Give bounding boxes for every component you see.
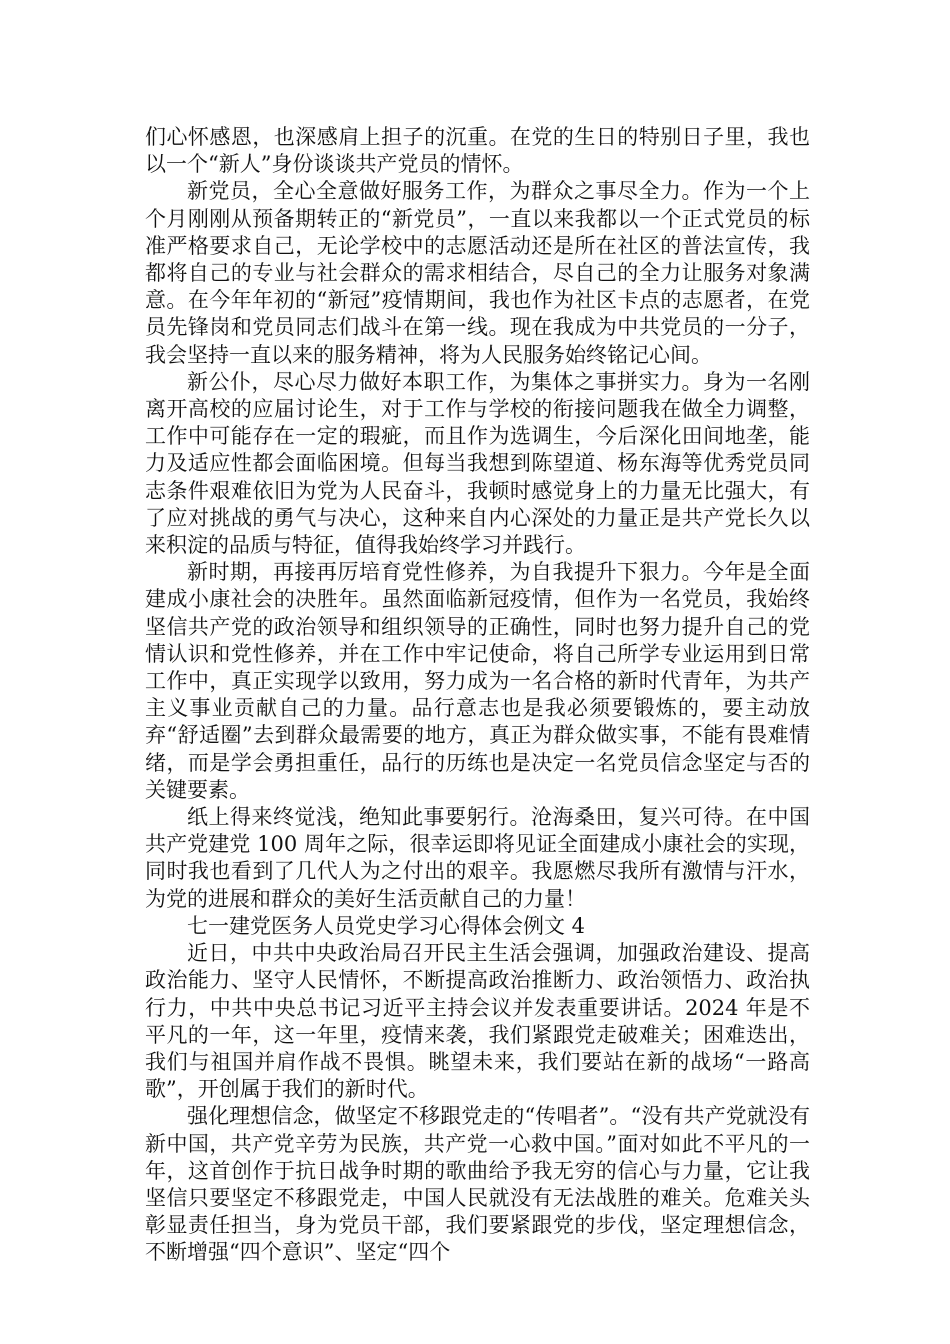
paragraph-intro: 们心怀感恩，也深感肩上担子的沉重。在党的生日的特别日子里，我也以一个“新人”身份谈谈共产党员的情怀。 bbox=[145, 125, 810, 177]
paragraph-new-public-servant: 新公仆，尽心尽力做好本职工作，为集体之事拼实力。身为一名刚离开高校的应届讨论生，对于工作与学校的衔接问题我在做全力调整，工作中可能存在一定的瑕疵，而且作为选调生，今后深化田间地垄，能力及适应性都会面临困境。但每当我想到陈望道、杨东海等优秀党员同志条件艰难依旧为党为人民奋斗，我顿时感觉身上的力量无比强大，有了应对挑战的勇气与决心，这种来自内心深处的力量正是共产党长久以来积淀的品质与特征，值得我始终学习并践行。 bbox=[145, 369, 810, 558]
paragraph-ideals: 强化理想信念，做坚定不移跟党走的“传唱者”。“没有共产党就没有新中国，共产党辛劳为民族，共产党一心救中国。”面对如此不平凡的一年，这首创作于抗日战争时期的歌曲给予我无穷的信心与力量，它让我坚信只要坚定不移跟党走，中国人民就没有无法战胜的难关。危难关头彰显责任担当，身为党员干部，我们要紧跟党的步伐，坚定理想信念，不断增强“四个意识”、坚定“四个 bbox=[145, 1104, 810, 1265]
paragraph-conclusion: 纸上得来终觉浅，绝知此事要躬行。沧海桑田，复兴可待。在中国共产党建党 100 周年之际，很幸运即将见证全面建成小康社会的实现，同时我也看到了几代人为之付出的艰辛。我愿燃尽我所有激情与汗水，为党的进展和群众的美好生活贡献自己的力量！ bbox=[145, 805, 810, 911]
paragraph-recently: 近日，中共中央政治局召开民主生活会强调，加强政治建设、提高政治能力、坚守人民情怀，不断提高政治推断力、政治领悟力、政治执行力，中共中央总书记习近平主持会议并发表重要讲话。2024 年是不平凡的一年，这一年里，疫情来袭，我们紧跟党走破难关；困难迭出，我们与祖国并肩作战不畏惧。眺望未来，我们要站在新的战场“一路高歌”，开创属于我们的新时代。 bbox=[145, 941, 810, 1102]
paragraph-new-era: 新时期，再接再厉培育党性修养，为自我提升下狠力。今年是全面建成小康社会的决胜年。虽然面临新冠疫情，但作为一名党员，我始终坚信共产党的政治领导和组织领导的正确性，同时也努力提升自己的党情认识和党性修养，并在工作中牢记使命，将自己所学专业运用到日常工作中，真正实现学以致用，努力成为一名合格的新时代青年，为共产主义事业贡献自己的力量。品行意志也是我必须要锻炼的，要主动放弃“舒适圈”去到群众最需要的地方，真正为群众做实事，不能有畏难情绪，而是学会勇担重任，品行的历练也是决定一名党员信念坚定与否的关键要素。 bbox=[145, 560, 810, 802]
section-title: 七一建党医务人员党史学习心得体会例文 4 bbox=[187, 913, 586, 938]
document-body bbox=[145, 124, 810, 1267]
paragraph-new-party-member: 新党员，全心全意做好服务工作，为群众之事尽全力。作为一个上个月刚刚从预备期转正的“新党员”，一直以来我都以一个正式党员的标准严格要求自己，无论学校中的志愿活动还是所在社区的普法宣传，我都将自己的专业与社会群众的需求相结合，尽自己的全力让服务对象满意。在今年年初的“新冠”疫情期间，我也作为社区卡点的志愿者，在党员先锋岗和党员同志们战斗在第一线。现在我成为中共党员的一分子，我会坚持一直以来的服务精神，将为人民服务始终铭记心间。 bbox=[145, 179, 810, 367]
